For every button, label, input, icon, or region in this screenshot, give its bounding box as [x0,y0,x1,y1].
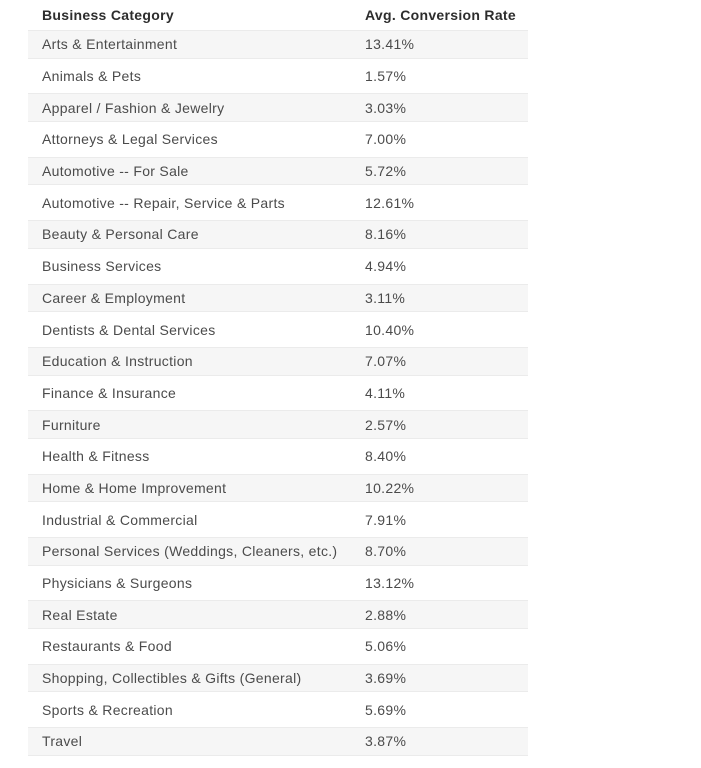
table-row [28,410,528,439]
conversion-rate-cell: 8.70% [365,543,407,560]
conversion-rate-cell: 1.57% [365,68,407,85]
table-row [28,284,528,313]
conversion-rate-cell: 4.11% [365,384,406,401]
conversion-rate-cell: 7.91% [365,511,407,528]
conversion-rate-cell: 5.72% [365,163,407,180]
table-header-row [28,0,528,30]
table-row [28,30,528,59]
business-category-cell: Career & Employment [42,289,186,306]
conversion-rate-cell: 10.22% [365,479,415,496]
table-row [28,315,528,344]
business-category-cell: Travel [42,733,83,750]
business-category-cell: Finance & Insurance [42,384,177,401]
business-category-cell: Physicians & Surgeons [42,575,193,592]
conversion-rate-cell: 10.40% [365,321,415,338]
column-header-business-category: Business Category [42,7,174,23]
conversion-rate-cell: 8.16% [365,226,407,243]
table-row [28,252,528,281]
conversion-rate-cell: 3.87% [365,733,407,750]
business-category-cell: Sports & Recreation [42,701,173,718]
conversion-rate-cell: 4.94% [365,258,407,275]
conversion-rate-cell: 3.11% [365,289,406,306]
table-row [28,442,528,471]
table-body [28,30,528,756]
business-category-cell: Animals & Pets [42,68,142,85]
business-category-cell: Education & Instruction [42,353,193,370]
conversion-rate-cell: 5.69% [365,701,407,718]
conversion-rate-cell: 12.61% [365,194,415,211]
table-row [28,379,528,408]
conversion-rate-table [28,0,528,759]
table-row [28,632,528,661]
table-row [28,125,528,154]
conversion-rate-cell: 3.03% [365,99,407,116]
conversion-rate-cell: 2.88% [365,606,407,623]
business-category-cell: Apparel / Fashion & Jewelry [42,99,225,116]
business-category-cell: Automotive -- For Sale [42,163,189,180]
business-category-cell: Arts & Entertainment [42,36,178,53]
conversion-rate-cell: 2.57% [365,416,407,433]
conversion-rate-cell: 13.41% [365,36,415,53]
business-category-cell: Automotive -- Repair, Service & Parts [42,194,285,211]
conversion-rate-cell: 5.06% [365,638,407,655]
business-category-cell: Restaurants & Food [42,638,172,655]
business-category-cell: Shopping, Collectibles & Gifts (General) [42,670,302,687]
business-category-cell: Home & Home Improvement [42,479,227,496]
table-row [28,474,528,503]
business-category-cell: Health & Fitness [42,448,150,465]
business-category-cell: Beauty & Personal Care [42,226,199,243]
business-category-cell: Business Services [42,258,162,275]
business-category-cell: Dentists & Dental Services [42,321,216,338]
business-category-cell: Real Estate [42,606,118,623]
table-row [28,220,528,249]
table-row [28,664,528,693]
table-row [28,188,528,217]
business-category-cell: Industrial & Commercial [42,511,198,528]
table-row [28,157,528,186]
table-row [28,62,528,91]
conversion-rate-cell: 3.69% [365,670,407,687]
table-row [28,505,528,534]
conversion-rate-cell: 13.12% [365,575,415,592]
table-row [28,569,528,598]
table-row [28,93,528,122]
business-category-cell: Personal Services (Weddings, Cleaners, etc.) [42,543,338,560]
table-row [28,537,528,566]
conversion-rate-cell: 7.00% [365,131,407,148]
conversion-rate-cell: 7.07% [365,353,407,370]
business-category-cell: Furniture [42,416,101,433]
table-row [28,695,528,724]
table-row [28,347,528,376]
business-category-cell: Attorneys & Legal Services [42,131,218,148]
column-header-avg-conversion-rate: Avg. Conversion Rate [365,7,516,23]
table-row [28,600,528,629]
table-row [28,727,528,756]
conversion-rate-cell: 8.40% [365,448,407,465]
